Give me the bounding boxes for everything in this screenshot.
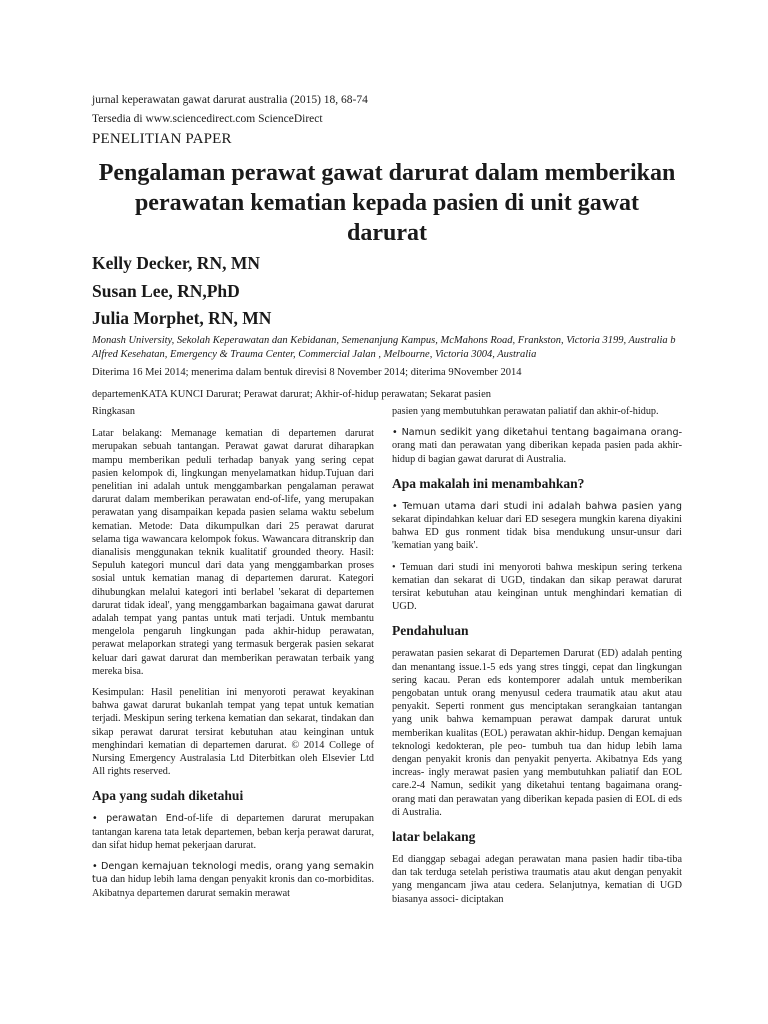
abstract-background: Latar belakang: Memanage kematian di departemen darurat merupakan sebuah tantangan. Perawat gawat darurat diharapkan mampu memberikan peduli terhadap banyak yang sering cepat pasien kelompok di, lingkungan menyelamatkan hidup.Tujuan dari penelitian ini adalah untuk menggambarkan pengalaman perawat darurat dalam memberikan perawatan end-of-life, yang merupakan perawatan yang disampaikan kepada pasien selama waktu sebelum kematian. Metode: Data dikumpulkan dari 25 perawat darurat selama tiga wawancara kelompok fokus. Wawancara ditranskrip dan dianalisis menggunakan teknik kualitatif grounded theory. Hasil: Sepuluh kategori muncul dari data yang menggambarkan proses sosial untuk kematian manag di departemen darurat. Kategori dihubungkan melalui kategori inti berlabel 'sekarat di departemen darurat tidak ideal', yang menggambarkan bagaimana gawat darurat adalah tempat yang pantas untuk mati terjadi. Untuk membantu mengelola pengaruh lingkungan pada akhir-hidup perawatan, perawat melaporkan strategi yang termasuk bergerak pasien sekarat keluar dari gawat darurat dan memberikan perawatan terbaik yang mereka bisa. — [92, 428, 374, 677]
background-text: Ed dianggap sebagai adegan perawatan mana pasien hadir tiba-tiba dan tak terduga setelah peristiwa traumatis atau akut dengan penyakit yang mengancam jiwa atau cedera. Selanjutnya, kematian di UGD biasanya associ- diciptakan — [392, 854, 682, 905]
author-2: Susan Lee, RN,PhD — [92, 281, 240, 301]
known-bullet-2-lead: • Dengan kemajuan teknologi medis, orang yang semakin tua — [92, 861, 374, 886]
known-bullet-3 — [392, 426, 682, 466]
received-dates: Diterima 16 Mei 2014; menerima dalam bentuk direvisi 8 November 2014; diterima 9November 2014 — [92, 367, 522, 378]
known-bullet-2-text: dan hidup lebih lama dengan penyakit kronis dan co-morbiditas. Akibatnya departemen darurat semakin merawat — [92, 874, 374, 899]
abstract-conclusion: Kesimpulan: Hasil penelitian ini menyoroti perawat keyakinan bahwa gawat darurat bukanlah tempat yang tepat untuk kematian terjadi. Meskipun sering terkena kematian dan sekarat, tindakan dan sikap perawat darurat tersirat kebutuhan atau keinginan untuk menghindari kematian di departemen darurat. © 2014 College of Nursing Emergency Australasia Ltd Diterbitkan oleh Elsevier Ltd All rights reserved. — [92, 687, 374, 778]
known-bullet-3-lead: • Namun sedikit yang diketahui tentang bagaimana orang — [392, 427, 679, 439]
author-3: Julia Morphet, RN, MN — [92, 308, 272, 328]
intro-heading: Pendahuluan — [392, 623, 469, 639]
intro-text: perawatan pasien sekarat di Departemen Darurat (ED) adalah penting dan menantang issue.1-5 eds yang stres tinggi, cepat dan lingkungan sering kacau. Peran eds kontemporer adalah untuk memberikan pengobatan untuk orang menyusul cedera traumatik atau akut atau penyakit. Seperti ronment gus menciptakan serangkaian tantangan yang unik bahwa kemampuan perawat dampak darurat untuk memberikan kualitas (EOL) perawatan akhir-hidup. Dengan kemajuan teknologi kedokteran, ple peo- tumbuh tua dan hidup lebih lama dengan penyakit kronis dan penyakit penyerta. Akibatnya Eds yang increas- ingly merawat pasien yang membutuhkan paliatif dan EOL care.2-4 Namun, sedikit yang diketahui tentang bagaimana orang-orang mati dan perawatan yang diberikan kepada pasien di EOL di eds di Australia. — [392, 648, 682, 818]
adds-heading: Apa makalah ini menambahkan? — [392, 475, 585, 491]
known-bullet-1-lead: • perawatan End — [92, 813, 184, 825]
known-bullet-1-text: -of-life di departemen darurat merupakan tantangan karena tata letak departemen, beban kerja perawat darurat, dan sifat hidup hemat pekerjaan darurat. — [92, 813, 374, 851]
section-label: PENELITIAN PAPER — [92, 131, 232, 147]
availability-line: Tersedia di www.sciencedirect.com ScienceDirect — [92, 113, 323, 125]
adds-bullet-1-text: sekarat dipindahkan keluar dari ED sesegera mungkin karena diyakini bahwa ED gus ronment tidak bisa mendukung unsur-unsur dari 'kematian yang baik'. — [392, 514, 682, 552]
article-title: Pengalaman perawat gawat darurat dalam memberikan perawatan kematian kepada pasien di unit gawat darurat — [98, 160, 676, 246]
adds-bullet-2: • Temuan dari studi ini menyoroti bahwa meskipun sering terkena kematian dan sekarat di UGD, tindakan dan sikap perawat darurat tersirat kebutuhan atau keinginan untuk menghindari kematian di UGD. — [392, 561, 682, 613]
right-column — [392, 405, 682, 914]
background-heading: latar belakang — [392, 829, 476, 845]
journal-citation: jurnal keperawatan gawat darurat australia (2015) 18, 68-74 — [92, 94, 368, 106]
adds-bullet-1 — [392, 500, 682, 553]
known-continued: pasien yang membutuhkan perawatan paliatif dan akhir-of-hidup. — [392, 406, 659, 417]
author-1: Kelly Decker, RN, MN — [92, 253, 260, 273]
known-heading: Apa yang sudah diketahui — [92, 788, 244, 804]
adds-bullet-1-lead: • Temuan utama dari studi ini adalah bahwa pasien yang — [392, 500, 682, 512]
affiliations: Monash University, Sekolah Keperawatan dan Kebidanan, Semenanjung Kampus, McMahons Road, Frankston, Victoria 3199, Australia b Alfred Kesehatan, Emergency & Trauma Center, Commercial Jalan , Melbourne, Victoria 3004, Australia — [92, 335, 676, 360]
known-bullet-3-text: -orang mati dan perawatan yang diberikan kepada pasien pada akhir-hidup di bagian gawat darurat di Australia. — [392, 427, 682, 465]
left-column — [92, 405, 374, 908]
keywords: departemenKATA KUNCI Darurat; Perawat darurat; Akhir-of-hidup perawatan; Sekarat pasien — [92, 389, 491, 400]
abstract-label: Ringkasan — [92, 406, 136, 417]
known-bullet-1 — [92, 812, 374, 852]
known-bullet-2 — [92, 860, 374, 900]
